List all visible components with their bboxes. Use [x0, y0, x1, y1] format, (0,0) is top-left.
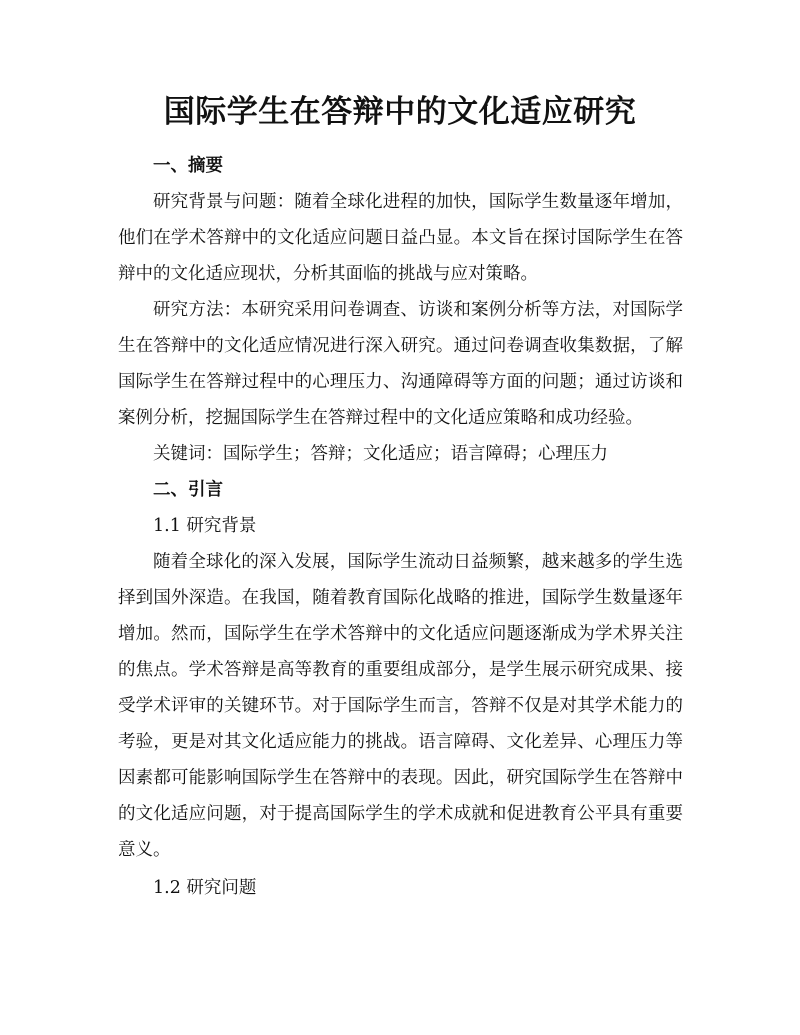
background-paragraph: 随着全球化的深入发展，国际学生流动日益频繁，越来越多的学生选择到国外深造。在我国，随着教育国际化战略的推进，国际学生数量逐年增加。然而，国际学生在学术答辩中的文化适应问题逐渐成为学术界关注的焦点。学术答辩是高等教育的重要组成部分，是学生展示研究成果、接受学术评审的关键环节。对于国际学生而言，答辩不仅是对其学术能力的考验，更是对其文化适应能力的挑战。语言障碍、文化差异、心理压力等因素都可能影响国际学生在答辩中的表现。因此，研究国际学生在答辩中的文化适应问题，对于提高国际学生的学术成就和促进教育公平具有重要意义。	[118, 552, 683, 860]
abstract-background-paragraph: 研究背景与问题：随着全球化进程的加快，国际学生数量逐年增加，他们在学术答辩中的文化适应问题日益凸显。本文旨在探讨国际学生在答辩中的文化适应现状，分析其面临的挑战与应对策略。	[118, 192, 683, 284]
section-heading-introduction: 二、引言	[153, 480, 223, 500]
document-title: 国际学生在答辩中的文化适应研究	[163, 94, 637, 130]
abstract-method-paragraph: 研究方法：本研究采用问卷调查、访谈和案例分析等方法，对国际学生在答辩中的文化适应情况进行深入研究。通过问卷调查收集数据，了解国际学生在答辩过程中的心理压力、沟通障碍等方面的问题；通过访谈和案例分析，挖掘国际学生在答辩过程中的文化适应策略和成功经验。	[118, 300, 683, 428]
subsection-heading-background: 1.1 研究背景	[153, 516, 257, 536]
subsection-heading-research-questions: 1.2 研究问题	[153, 878, 257, 898]
section-heading-abstract: 一、摘要	[153, 156, 223, 176]
keywords-line: 关键词：国际学生；答辩；文化适应；语言障碍；心理压力	[153, 444, 608, 464]
document-body	[118, 148, 683, 906]
